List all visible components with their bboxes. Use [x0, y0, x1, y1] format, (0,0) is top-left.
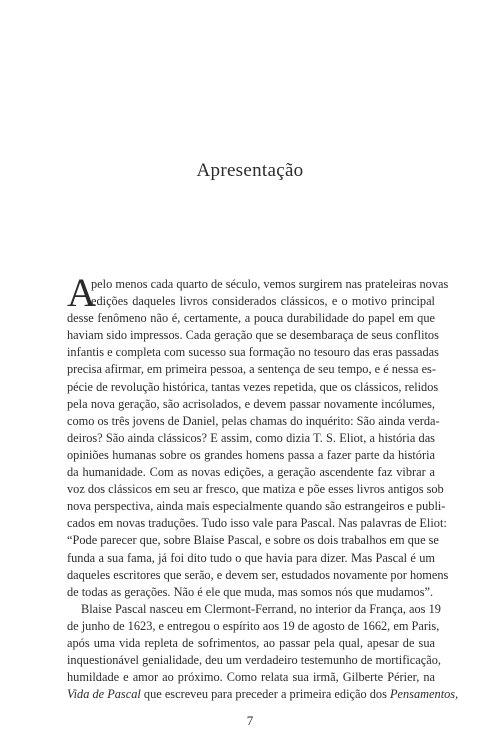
- first-paragraph-opening: [67, 270, 449, 315]
- text-line: desse fenômeno não é, certamente, a pouca durabilidade do papel em que: [67, 311, 435, 326]
- text-line: de todas as gerações. Não é ele que muda, mas somos nós que mudamos”.: [67, 584, 434, 599]
- text-line: haviam sido impressos. Cada geração que se desembaraça de seus conflitos: [67, 328, 439, 343]
- text-segment: que escreveu para preceder a primeira edição dos: [140, 687, 390, 702]
- drop-cap: A: [67, 270, 96, 315]
- text-line: humildade e amor ao próximo. Como relata sua irmã, Gilberte Périer, na: [67, 670, 435, 685]
- text-line: funda a sua fama, já foi dito tudo o que havia para dizer. Mas Pascal é um: [67, 550, 435, 565]
- text-line: voz dos clássicos em seu ar fresco, que matiza e põe esses livros antigos sob: [67, 482, 444, 497]
- text-line: após uma vida repleta de sofrimentos, ao passar pela qual, apesar de sua: [67, 635, 435, 650]
- text-line: “Pode parecer que, sobre Blaise Pascal, e sobre os dois trabalhos em que se: [67, 533, 439, 548]
- text-line: da humanidade. Com as novas edições, a geração ascendente faz vibrar a: [67, 465, 435, 480]
- text-line: de junho de 1623, e entregou o espírito aos 19 de agosto de 1662, em Paris,: [67, 618, 440, 633]
- text-line: pela nova geração, são acrisolados, e devem passar novamente incólumes,: [67, 396, 435, 411]
- text-line: precisa afirmar, em primeira pessoa, a sentença de seu tempo, e é nessa es-: [67, 362, 436, 377]
- text-line: opiniões humanas sobre os grandes homens passa a fazer parte da história: [67, 447, 435, 462]
- text-line: edições daqueles livros considerados clássicos, e o motivo principal: [91, 294, 435, 309]
- text-line: inquestionável genialidade, deu um verdadeiro testemunho de mortificação,: [67, 653, 441, 668]
- book-title-italic: Vida de Pascal: [67, 687, 141, 702]
- text-line: pécie de revolução histórica, tantas vezes repetida, que os clássicos, relidos: [67, 379, 439, 394]
- text-line: infantis e completa com sucesso sua formação no tesouro das eras passadas: [67, 345, 439, 360]
- text-line: Blaise Pascal nasceu em Clermont-Ferrand, no interior da França, aos 19: [81, 601, 441, 616]
- text-line: deiros? São ainda clássicos? E assim, como dizia T. S. Eliot, a história das: [67, 430, 435, 445]
- text-line: pelo menos cada quarto de século, vemos surgirem nas prateleiras novas: [91, 277, 449, 291]
- text-segment: ,: [455, 687, 459, 702]
- text-line: nova perspectiva, ainda mais especialmente quando são estrangeiros e publi-: [67, 499, 446, 514]
- body-text: [67, 270, 459, 703]
- text-line: como os três jovens de Daniel, pelas chamas do inquérito: São ainda verda-: [67, 413, 440, 428]
- book-title-italic: Pensamentos: [389, 687, 456, 702]
- chapter-title: Apresentação: [196, 160, 304, 181]
- text-line: [67, 686, 459, 703]
- page-number: 7: [246, 713, 254, 728]
- text-line: daqueles escritores que serão, e devem ser, estudados novamente por homens: [67, 567, 449, 582]
- text-line: cados em novas traduções. Tudo isso vale para Pascal. Nas palavras de Eliot:: [67, 516, 447, 531]
